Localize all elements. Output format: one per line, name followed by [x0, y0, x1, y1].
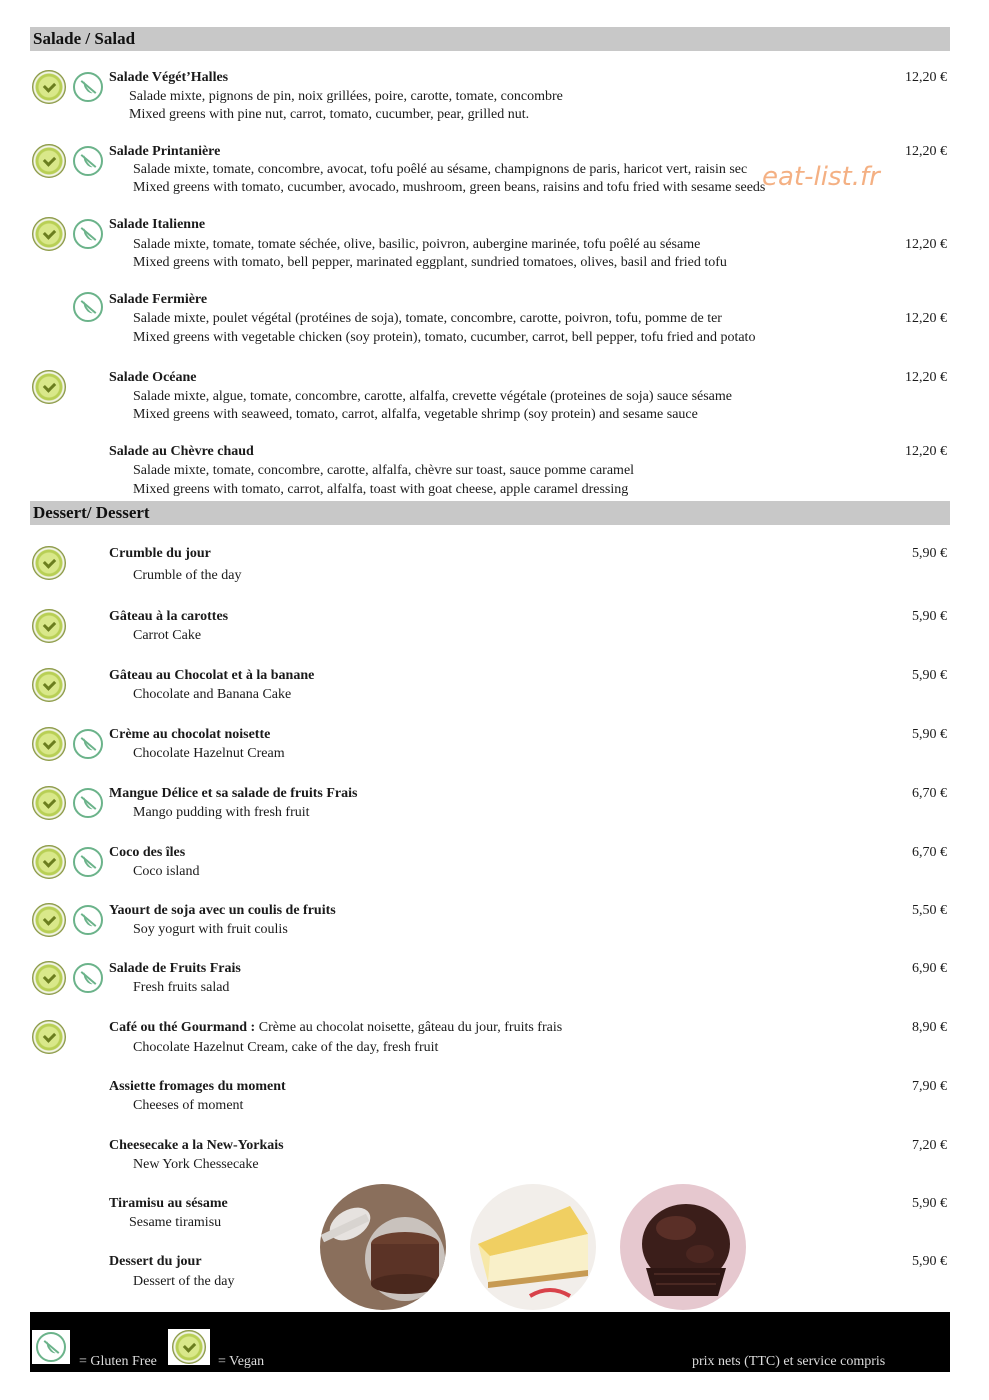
item-description-en: Coco island — [133, 864, 200, 879]
gluten-free-icon — [73, 847, 103, 877]
item-description-en: Crumble of the day — [133, 568, 242, 583]
gluten-free-icon — [36, 1332, 66, 1362]
item-description-en: Cheeses of moment — [133, 1098, 244, 1113]
gluten-free-icon — [73, 905, 103, 935]
item-description-en: Mixed greens with tomato, bell pepper, marinated eggplant, sundried tomatoes, olives, basil and fried tofu — [133, 255, 727, 270]
item-name-main: Café ou thé Gourmand : — [109, 1020, 256, 1035]
item-description-en: Soy yogurt with fruit coulis — [133, 922, 288, 937]
gluten-free-icon — [73, 788, 103, 818]
item-price: 5,50 € — [912, 903, 947, 918]
item-name-details: Crème au chocolat noisette, gâteau du jour, fruits frais — [255, 1020, 563, 1035]
item-name: Crumble du jour — [109, 546, 211, 561]
gluten-free-icon — [73, 963, 103, 993]
item-name: Mangue Délice et sa salade de fruits Frais — [109, 786, 358, 801]
vegan-icon — [32, 70, 66, 104]
item-name: Salade de Fruits Frais — [109, 961, 241, 976]
item-description-en: Chocolate Hazelnut Cream — [133, 746, 285, 761]
gluten-free-legend-box — [32, 1330, 70, 1364]
item-name: Yaourt de soja avec un coulis de fruits — [109, 903, 336, 918]
item-price: 7,90 € — [912, 1079, 947, 1094]
item-description-en: Mixed greens with seaweed, tomato, carrot, alfalfa, vegetable shrimp (soy protein) and sesame sauce — [133, 407, 698, 422]
item-description-en: Carrot Cake — [133, 628, 202, 643]
vegan-icon — [32, 845, 66, 879]
vegan-icon — [32, 609, 66, 643]
cheesecake-photo — [470, 1184, 596, 1310]
vegan-icon — [32, 217, 66, 251]
item-price: 7,20 € — [912, 1138, 947, 1153]
item-price: 8,90 € — [912, 1020, 947, 1035]
item-price: 5,90 € — [912, 546, 947, 561]
item-price: 5,90 € — [912, 609, 947, 624]
item-description-en: Mixed greens with pine nut, carrot, tomato, cucumber, pear, grilled nut. — [129, 107, 530, 122]
item-name: Salade Printanière — [109, 144, 221, 159]
item-name: Assiette fromages du moment — [109, 1079, 286, 1094]
dessert-section-header: Dessert/ Dessert — [30, 501, 950, 525]
item-name: Coco des îles — [109, 845, 186, 860]
item-name: Salade Océane — [109, 370, 197, 385]
item-price: 5,90 € — [912, 1254, 947, 1269]
item-price: 5,90 € — [912, 1196, 947, 1211]
gluten-free-icon — [73, 146, 103, 176]
item-price: 6,70 € — [912, 786, 947, 801]
vegan-icon — [32, 668, 66, 702]
item-description-fr: Salade mixte, tomate, concombre, carotte, alfalfa, chèvre sur toast, sauce pomme caramel — [133, 463, 635, 478]
item-description-fr: Salade mixte, poulet végétal (protéines de soja), tomate, concombre, carotte, poivron, tofu, pomme de ter — [133, 311, 722, 326]
vegan-icon — [172, 1330, 206, 1364]
vegan-icon — [32, 144, 66, 178]
item-description-en: Dessert of the day — [133, 1274, 235, 1289]
item-name: Salade au Chèvre chaud — [109, 444, 254, 459]
item-name: Salade Végét’Halles — [109, 70, 229, 85]
gluten-free-icon — [73, 219, 103, 249]
item-description-en: Mixed greens with tomato, cucumber, avocado, mushroom, green beans, raisins and tofu fried with sesame seeds — [133, 180, 766, 195]
item-description-fr: Salade mixte, algue, tomate, concombre, carotte, alfalfa, crevette végétale (proteines de soja) sauce sésame — [133, 389, 732, 404]
item-name: Dessert du jour — [109, 1254, 202, 1269]
gluten-free-icon — [73, 72, 103, 102]
item-description-fr: Salade mixte, tomate, tomate séchée, olive, basilic, poivron, aubergine marinée, tofu poêlé au sésame — [133, 237, 701, 252]
gluten-free-legend-label: = Gluten Free — [79, 1354, 157, 1369]
item-name: Cheesecake a la New-Yorkais — [109, 1138, 284, 1153]
item-name: Tiramisu au sésame — [109, 1196, 228, 1211]
gluten-free-icon — [73, 729, 103, 759]
gluten-free-icon — [73, 292, 103, 322]
item-price: 6,90 € — [912, 961, 947, 976]
vegan-icon — [32, 961, 66, 995]
vegan-icon — [32, 370, 66, 404]
item-price: 12,20 € — [905, 144, 947, 159]
vegan-icon — [32, 903, 66, 937]
item-description-en: Sesame tiramisu — [129, 1215, 222, 1230]
footer-legend-bar — [30, 1312, 950, 1372]
chocolate-cream-photo — [320, 1184, 446, 1310]
item-price: 6,70 € — [912, 845, 947, 860]
item-description-en: Chocolate and Banana Cake — [133, 687, 292, 702]
item-description-en: Fresh fruits salad — [133, 980, 230, 995]
vegan-icon — [32, 1020, 66, 1054]
item-price: 12,20 € — [905, 311, 947, 326]
vegan-icon — [32, 546, 66, 580]
vegan-icon — [32, 727, 66, 761]
item-name: Salade Fermière — [109, 292, 208, 307]
item-price: 5,90 € — [912, 668, 947, 683]
item-name: Salade Italienne — [109, 217, 206, 232]
item-price: 12,20 € — [905, 237, 947, 252]
item-description-en: Mango pudding with fresh fruit — [133, 805, 310, 820]
price-note: prix nets (TTC) et service compris — [692, 1354, 886, 1369]
item-description-en: New York Chessecake — [133, 1157, 259, 1172]
item-price: 12,20 € — [905, 444, 947, 459]
item-price: 12,20 € — [905, 370, 947, 385]
item-name: Crème au chocolat noisette — [109, 727, 271, 742]
item-price: 12,20 € — [905, 70, 947, 85]
salad-section-header: Salade / Salad — [30, 27, 950, 51]
item-name: Gâteau au Chocolat et à la banane — [109, 668, 315, 683]
item-description-fr: Salade mixte, pignons de pin, noix grillées, poire, carotte, tomate, concombre — [129, 89, 563, 104]
item-description-en: Mixed greens with vegetable chicken (soy protein), tomato, cucumber, carrot, bell pepper, tofu fried and potato — [133, 330, 756, 345]
item-description-en: Mixed greens with tomato, carrot, alfalfa, toast with goat cheese, apple caramel dressing — [133, 482, 629, 497]
item-name: Gâteau à la carottes — [109, 609, 229, 624]
item-description-fr: Salade mixte, tomate, concombre, avocat, tofu poêlé au sésame, champignons de paris, haricot vert, raisin sec — [133, 162, 748, 177]
vegan-legend-label: = Vegan — [218, 1354, 265, 1369]
item-price: 5,90 € — [912, 727, 947, 742]
vegan-icon — [32, 786, 66, 820]
vegan-legend-box — [168, 1329, 210, 1365]
item-description-en: Chocolate Hazelnut Cream, cake of the day, fresh fruit — [133, 1040, 439, 1055]
item-name — [109, 1020, 562, 1036]
chocolate-cake-photo — [620, 1184, 746, 1310]
watermark: eat-list.fr — [762, 162, 880, 192]
